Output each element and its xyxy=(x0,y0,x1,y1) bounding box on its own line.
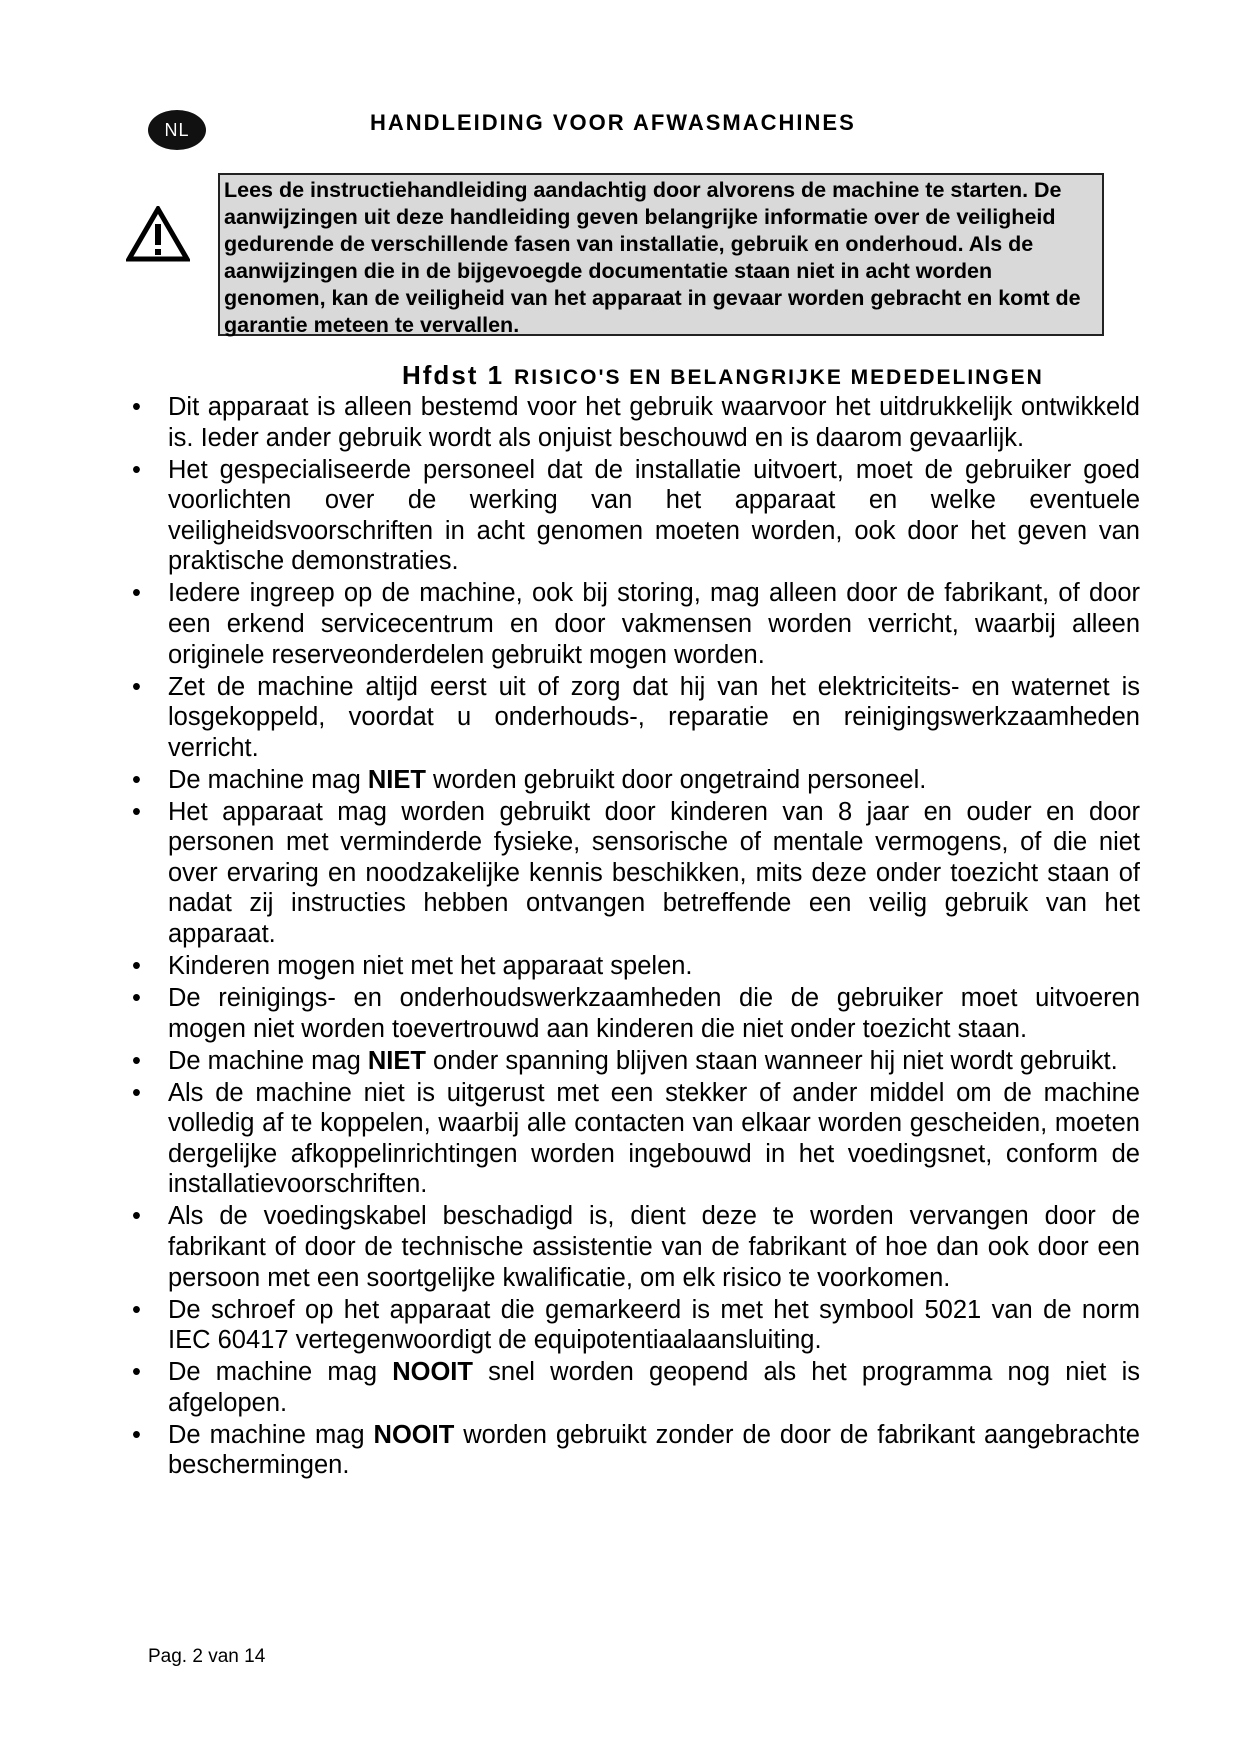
list-item: • De machine mag NIET worden gebruikt door ongetraind personeel. xyxy=(132,765,927,794)
page-number: Pag. 2 van 14 xyxy=(148,1646,266,1667)
chapter-title: RISICO'S EN BELANGRIJKE MEDEDELINGEN xyxy=(514,366,1044,389)
list-item: • De machine mag NIET onder spanning blijven staan wanneer hij niet wordt gebruikt. xyxy=(132,1046,1118,1075)
list-item: • Het apparaat mag worden gebruikt door kinderen van 8 jaar en ouder en door personen met verminderde fysieke, sensorische of mentale vermogens, of die niet over ervaring en noodzakelijke kennis beschikken, mits deze onder toezicht staan of nadat zij instructies hebben ontvangen betreffende een veilig gebruik van het apparaat. xyxy=(132,797,1140,949)
bullet-icon: • xyxy=(132,1202,141,1231)
bullet-icon: • xyxy=(132,455,141,484)
list-item: • Het gespecialiseerde personeel dat de installatie uitvoert, moet de gebruiker goed voorlichten over de werking van het apparaat en welke eventuele veiligheidsvoorschriften in acht genomen moeten worden, ook door het geven van praktische demonstraties. xyxy=(132,455,1140,576)
bullet-icon: • xyxy=(132,393,141,421)
chapter-heading xyxy=(402,360,1044,391)
list-item: • Iedere ingreep op de machine, ook bij storing, mag alleen door de fabrikant, of door een erkend servicecentrum en door vakmensen worden verricht, waarbij alleen originele reserveonderdelen gebruikt mogen worden. xyxy=(132,579,1140,669)
bullet-icon: • xyxy=(132,1295,141,1324)
list-item: • Als de machine niet is uitgerust met een stekker of ander middel om de machine volledig af te koppelen, waarbij alle contacten van elkaar worden gescheiden, moeten dergelijke afkoppelinrichtingen worden ingebouwd in het voedingsnet, conform de installatievoorschriften. xyxy=(132,1078,1140,1199)
bullet-icon: • xyxy=(132,1358,141,1387)
list-item: • De machine mag NOOIT snel worden geopend als het programma nog niet is afgelopen. xyxy=(132,1358,1141,1417)
bullet-icon: • xyxy=(132,579,141,608)
document-title: HANDLEIDING VOOR AFWASMACHINES xyxy=(370,110,856,135)
chapter-number: Hfdst 1 xyxy=(402,360,505,390)
bullet-icon: • xyxy=(132,1046,141,1075)
bullet-icon: • xyxy=(132,1420,141,1449)
warning-triangle-icon xyxy=(126,206,190,262)
list-item: • Dit apparaat is alleen bestemd voor het gebruik waarvoor het uitdrukkelijk ontwikkeld is. Ieder ander gebruik wordt als onjuist beschouwd en is daarom gevaarlijk. xyxy=(132,393,1140,452)
warning-notice xyxy=(218,173,1104,336)
bullet-icon: • xyxy=(132,984,141,1013)
list-item: • De reinigings- en onderhoudswerkzaamheden die de gebruiker moet uitvoeren mogen niet worden toevertrouwd aan kinderen die niet onder toezicht staan. xyxy=(132,984,1140,1043)
list-item: • Zet de machine altijd eerst uit of zorg dat hij van het elektriciteits- en waternet is losgekoppeld, voordat u onderhouds-, reparatie en reinigingswerkzaamheden verricht. xyxy=(132,672,1140,762)
bullet-icon: • xyxy=(132,952,141,981)
bullet-icon: • xyxy=(132,672,141,701)
bullet-icon: • xyxy=(132,797,141,826)
language-badge: NL xyxy=(148,110,206,150)
list-item: • Als de voedingskabel beschadigd is, dient deze te worden vervangen door de fabrikant of door de technische assistentie van de fabrikant of hoe dan ook door een persoon met een soortgelijke kwalificatie, om elk risico te voorkomen. xyxy=(132,1202,1140,1292)
list-item: • Kinderen mogen niet met het apparaat spelen. xyxy=(132,952,693,981)
risk-list xyxy=(120,392,1140,1482)
list-item: • De machine mag NOOIT worden gebruikt zonder de door de fabrikant aangebrachte beschermingen. xyxy=(132,1420,1140,1480)
list-item: • De schroef op het apparaat die gemarkeerd is met het symbool 5021 van de norm IEC 60417 vertegenwoordigt de equipotentiaalaansluiting. xyxy=(132,1295,1140,1355)
warning-notice-text: Lees de instructiehandleiding aandachtig door alvorens de machine te starten. De aanwijzingen uit deze handleiding geven belangrijke informatie over de veiligheid gedurende de verschillende fasen van installatie, gebruik en onderhoud. Als de aanwijzingen die in de bijgevoegde documentatie staan niet in acht worden genomen, kan de veiligheid van het apparaat in gevaar worden gebracht en komt de garantie meteen te vervallen. xyxy=(224,178,1081,337)
bullet-icon: • xyxy=(132,765,141,794)
bullet-icon: • xyxy=(132,1078,141,1107)
